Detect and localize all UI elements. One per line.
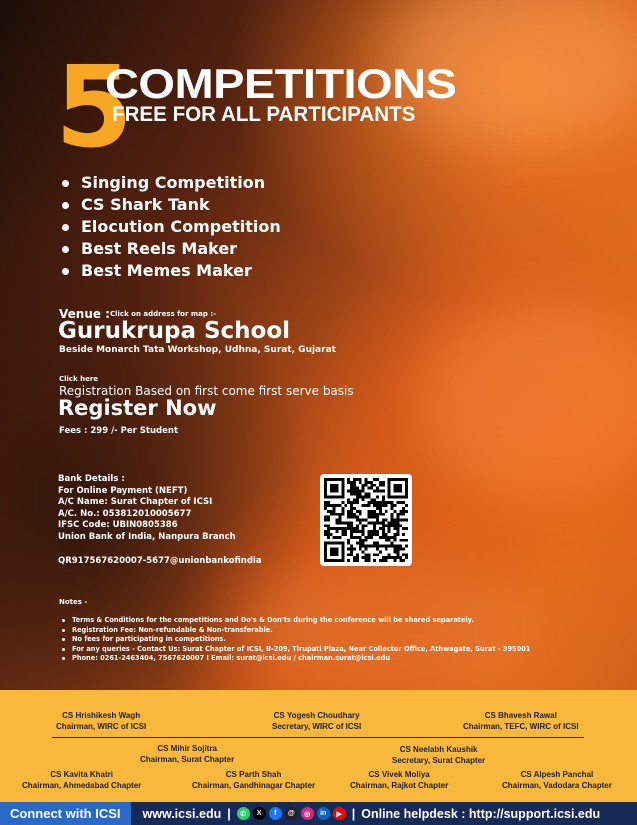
list-item: No fees for participating in competitions. (62, 635, 530, 645)
list-item: Singing Competition (62, 172, 281, 194)
bank-line: A/C Name: Surat Chapter of ICSI (58, 497, 213, 507)
bullet-icon (62, 629, 65, 632)
bullet-icon (62, 619, 65, 622)
committee-panel (0, 690, 637, 802)
fees-text: Fees : 299 /- Per Student (59, 426, 179, 436)
poster-title: COMPETITIONS (105, 60, 457, 107)
venue-name-link[interactable]: Gurukrupa School (58, 318, 291, 344)
youtube-icon[interactable]: ▶ (333, 807, 346, 820)
committee-member: CS Hrishikesh Wagh Chairman, WIRC of ICSI (56, 711, 147, 731)
committee-member: CS Vivek Moliya Chairman, Rajkot Chapter (350, 770, 449, 790)
qr-code-icon (324, 478, 408, 562)
committee-member: CS Yogesh Choudhary Secretary, WIRC of ICSI (272, 711, 362, 731)
separator: | (351, 806, 356, 821)
poster-subtitle: FREE FOR ALL PARTICIPANTS (112, 103, 416, 126)
bullet-icon (62, 648, 65, 651)
bank-line: For Online Payment (NEFT) (58, 485, 188, 496)
website-link[interactable]: www.icsi.edu (142, 806, 222, 821)
notes-title: Notes - (59, 598, 88, 606)
bank-line: Union Bank of India, Nanpura Branch (58, 531, 236, 542)
committee-member: CS Alpesh Panchal Chairman, Vadodara Chapter (502, 770, 612, 790)
list-item: Terms & Conditions for the competitions and Do's & Don'ts during the conference will be shared separately. (62, 616, 530, 626)
x-icon[interactable]: X (253, 807, 266, 820)
bank-line: IFSC Code: UBIN0805386 (58, 520, 178, 530)
bank-line: A/C. No.: 053812010005677 (58, 508, 192, 519)
list-item: Best Memes Maker (62, 260, 281, 282)
committee-member: CS Parth Shah Chairman, Gandhinagar Chapter (192, 770, 316, 790)
facebook-icon[interactable]: f (269, 807, 282, 820)
helpdesk-link[interactable]: Online helpdesk : http://support.icsi.edu (361, 806, 601, 821)
payment-qr-code (320, 474, 412, 566)
bullet-icon (62, 268, 69, 275)
list-item: Registration Fee: Non-refundable & Non-transferable. (62, 626, 530, 636)
connect-label: Connect with ICSI (0, 802, 131, 825)
list-item: Phone: 0261-2463404, 7567620007 I Email: surat@icsi.edu / chairman.surat@icsi.edu (62, 654, 530, 664)
list-item: For any queries - Contact Us: Surat Chapter of ICSI, B-209, Tirupati Plaza, Near Collector Office, Athwagate, Surat - 395001 (62, 645, 530, 655)
smoke-texture (420, 300, 637, 500)
venue-map-hint: Click on address for map :- (110, 310, 217, 318)
bullet-icon (62, 224, 69, 231)
threads-icon[interactable]: @ (285, 807, 298, 820)
venue-address-link[interactable]: Beside Monarch Tata Workshop, Udhna, Surat, Gujarat (59, 345, 336, 355)
click-here-label: Click here (59, 375, 99, 383)
bullet-icon (62, 202, 69, 209)
competition-list (62, 172, 281, 282)
bullet-icon (62, 638, 65, 641)
footer-bar (0, 802, 637, 825)
register-now-link[interactable]: Register Now (58, 396, 217, 420)
notes-list (62, 616, 530, 664)
instagram-icon[interactable]: ◎ (301, 807, 314, 820)
list-item: Elocution Competition (62, 216, 281, 238)
competition-count: 5 (55, 43, 129, 173)
whatsapp-icon[interactable]: ✆ (237, 807, 250, 820)
upi-id: QR917567620007-5677@unionbankofindia (58, 556, 262, 566)
committee-member: CS Neelabh Kaushik Secretary, Surat Chapter (392, 745, 486, 765)
divider (52, 737, 584, 738)
committee-member: CS Bhavesh Rawal Chairman, TEFC, WIRC of ICSI (463, 711, 579, 731)
separator: | (227, 806, 231, 821)
committee-member: CS Kavita Khatri Chairman, Ahmedabad Chapter (22, 770, 142, 790)
bank-details (58, 474, 262, 568)
linkedin-icon[interactable]: in (317, 807, 330, 820)
list-item: CS Shark Tank (62, 194, 281, 216)
list-item: Best Reels Maker (62, 238, 281, 260)
bullet-icon (62, 657, 65, 660)
social-icons (237, 807, 346, 820)
bullet-icon (62, 180, 69, 187)
bank-details-title: Bank Details : (58, 474, 125, 484)
venue-label: Venue : (59, 307, 110, 321)
committee-member: CS Mihir Sojitra Chairman, Surat Chapter (140, 744, 235, 764)
bullet-icon (62, 246, 69, 253)
registration-basis: Registration Based on first come first serve basis (59, 384, 354, 398)
